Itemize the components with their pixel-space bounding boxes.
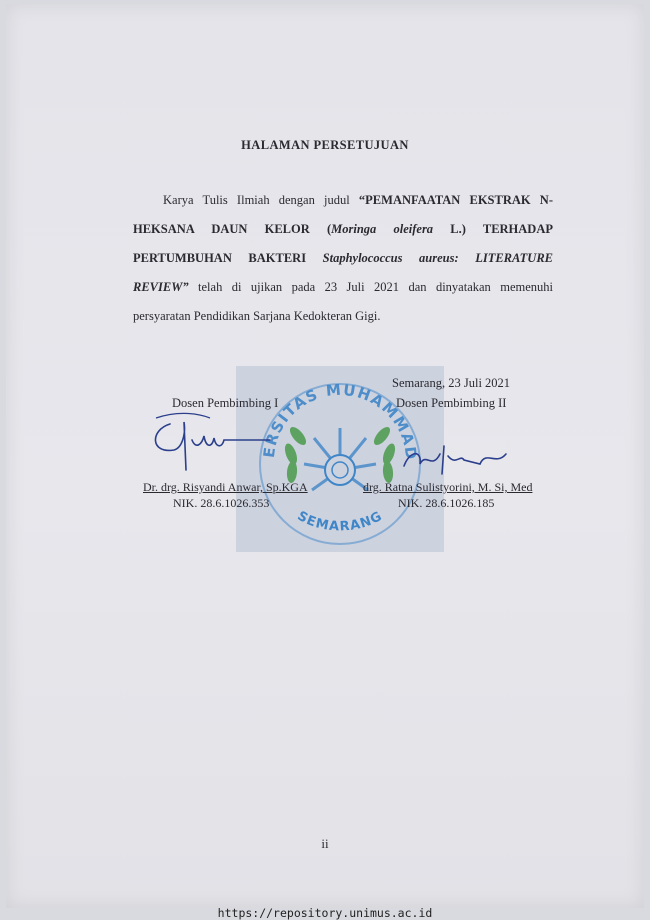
supervisor-1-nik: NIK. 28.6.1026.353 (173, 496, 270, 510)
paragraph-line-3 (133, 244, 553, 273)
text-run: REVIEW” (133, 280, 189, 294)
supervisor-2-role: Dosen Pembimbing II (396, 396, 507, 410)
paragraph-line-5: persyaratan Pendidikan Sarjana Kedokteran Gigi. (133, 309, 381, 323)
text-run: HEKSANA DAUN KELOR ( (133, 222, 332, 236)
text-run: “PEMANFAATAN EKSTRAK N- (358, 193, 553, 207)
paragraph-line-2 (133, 215, 553, 244)
text-run: PERTUMBUHAN BAKTERI (133, 251, 323, 265)
supervisor-2-nik: NIK. 28.6.1026.185 (398, 496, 495, 510)
svg-text:SEMARANG (295, 509, 386, 535)
paragraph-line-1 (133, 186, 553, 215)
text-run: telah di ujikan pada 23 Juli 2021 dan dinyatakan memenuhi (188, 280, 553, 294)
place-date: Semarang, 23 Juli 2021 (392, 376, 511, 390)
signature-2 (400, 440, 510, 480)
text-run: Moringa oleifera (331, 222, 434, 236)
repository-url[interactable]: https://repository.unimus.ac.id (217, 906, 433, 920)
supervisor-1-name: Dr. drg. Risyandi Anwar, Sp.KGA (143, 480, 308, 494)
page-title: HALAMAN PERSETUJUAN (241, 138, 409, 152)
signature-1 (150, 404, 280, 474)
seal-top-text: ERSITAS MUHAMMAD (259, 380, 421, 462)
text-run: Karya Tulis Ilmiah dengan judul (163, 193, 359, 207)
approval-paragraph (133, 186, 553, 331)
supervisor-2-name: drg. Ratna Sulistyorini, M. Si, Med (363, 480, 533, 494)
page-number: ii (321, 836, 329, 851)
supervisor-1-role: Dosen Pembimbing I (172, 396, 279, 410)
text-run: L.) TERHADAP (433, 222, 553, 236)
seal-bottom-text: SEMARANG (294, 508, 386, 535)
text-run: Staphylococcus aureus: LITERATURE (322, 251, 553, 265)
paragraph-line-4 (133, 273, 553, 302)
